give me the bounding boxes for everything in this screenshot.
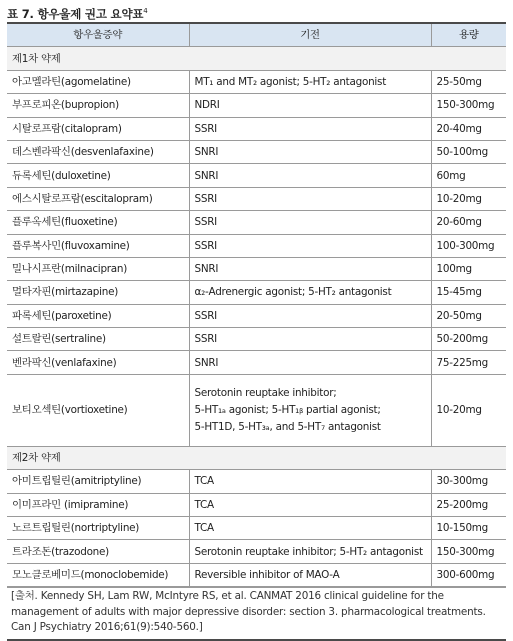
mechanism-cell: α₂-Adrenergic agonist; 5-HT₂ antagonist	[189, 281, 431, 304]
dose-cell: 25-200mg	[431, 493, 506, 516]
mechanism-line: Serotonin reuptake inhibitor;	[194, 386, 337, 399]
drug-name-cell: 부프로피온(bupropion)	[7, 94, 189, 117]
table-row	[7, 140, 506, 163]
drug-name-cell: 노르트립틸린(nortriptyline)	[7, 517, 189, 540]
table-row	[7, 211, 506, 234]
table-row	[7, 187, 506, 210]
caption-title: 표 7. 항우울제 권고 요약표	[7, 6, 144, 21]
section-second-line	[7, 446, 506, 469]
table-row	[7, 94, 506, 117]
mechanism-cell: SSRI	[189, 187, 431, 210]
mechanism-cell: TCA	[189, 493, 431, 516]
drug-name-cell: 데스벤라팍신(desvenlafaxine)	[7, 140, 189, 163]
mechanism-cell: TCA	[189, 517, 431, 540]
table-row	[7, 493, 506, 516]
dose-cell: 10-20mg	[431, 374, 506, 446]
section-first-line	[7, 47, 506, 70]
table-row	[7, 540, 506, 563]
mechanism-cell: SNRI	[189, 140, 431, 163]
dose-cell: 25-50mg	[431, 70, 506, 93]
table-body	[7, 24, 506, 587]
dose-cell: 50-200mg	[431, 328, 506, 351]
table-caption	[7, 0, 506, 22]
mechanism-cell: SSRI	[189, 117, 431, 140]
mechanism-cell: SSRI	[189, 211, 431, 234]
dose-cell: 150-300mg	[431, 94, 506, 117]
mechanism-cell: Serotonin reuptake inhibitor; 5-HT₂ antagonist	[189, 540, 431, 563]
dose-cell: 60mg	[431, 164, 506, 187]
drug-name-cell: 시탈로프람(citalopram)	[7, 117, 189, 140]
dose-cell: 75-225mg	[431, 351, 506, 374]
dose-cell: 100mg	[431, 257, 506, 280]
drug-name-cell: 아고멜라틴(agomelatine)	[7, 70, 189, 93]
table-row	[7, 117, 506, 140]
table-row	[7, 234, 506, 257]
mechanism-cell: Reversible inhibitor of MAO-A	[189, 563, 431, 586]
dose-cell: 300-600mg	[431, 563, 506, 586]
section-first-line-label: 제1차 약제	[7, 47, 506, 70]
mechanism-cell: SSRI	[189, 328, 431, 351]
drug-name-cell: 벤라팍신(venlafaxine)	[7, 351, 189, 374]
mechanism-cell	[189, 374, 431, 446]
drug-name-cell: 아미트립틸린(amitriptyline)	[7, 470, 189, 493]
table-row	[7, 563, 506, 586]
drug-name-cell: 설트랄린(sertraline)	[7, 328, 189, 351]
mechanism-cell: SSRI	[189, 304, 431, 327]
drug-name-cell: 플루옥세틴(fluoxetine)	[7, 211, 189, 234]
mechanism-cell: SNRI	[189, 164, 431, 187]
header-mechanism: 기전	[189, 24, 431, 47]
drug-name-cell: 트라조돈(trazodone)	[7, 540, 189, 563]
section-second-line-label: 제2차 약제	[7, 446, 506, 469]
mechanism-cell: MT₁ and MT₂ agonist; 5-HT₂ antagonist	[189, 70, 431, 93]
caption-reference: 4	[143, 7, 148, 15]
dose-cell: 20-60mg	[431, 211, 506, 234]
dose-cell: 10-150mg	[431, 517, 506, 540]
table-row	[7, 374, 506, 446]
mechanism-cell: SSRI	[189, 234, 431, 257]
drug-name-cell: 플루복사민(fluvoxamine)	[7, 234, 189, 257]
drug-name-cell: 밀나시프란(milnacipran)	[7, 257, 189, 280]
mechanism-line: 5-HT1D, 5-HT₃ₐ, and 5-HT₇ antagonist	[194, 420, 381, 433]
dose-cell: 50-100mg	[431, 140, 506, 163]
mechanism-cell: TCA	[189, 470, 431, 493]
drug-name-cell: 듀록세틴(duloxetine)	[7, 164, 189, 187]
dose-cell: 30-300mg	[431, 470, 506, 493]
dose-cell: 150-300mg	[431, 540, 506, 563]
dose-cell: 15-45mg	[431, 281, 506, 304]
header-row	[7, 24, 506, 47]
mechanism-line: 5-HT₁ₐ agonist; 5-HT₁ᵦ partial agonist;	[194, 403, 381, 416]
antidepressant-table	[7, 24, 506, 587]
dose-cell: 10-20mg	[431, 187, 506, 210]
mechanism-cell: SNRI	[189, 257, 431, 280]
drug-name-cell: 보티오섹틴(vortioxetine)	[7, 374, 189, 446]
table-row	[7, 470, 506, 493]
table-row	[7, 70, 506, 93]
table-row	[7, 328, 506, 351]
header-dose: 용량	[431, 24, 506, 47]
drug-name-cell: 파록세틴(paroxetine)	[7, 304, 189, 327]
dose-cell: 20-40mg	[431, 117, 506, 140]
source-citation: [출처. Kennedy SH, Lam RW, McIntyre RS, et al. CANMAT 2016 clinical guideline for the management of adults with major depressive disorder: section 3. pharmacological treatments. Can J Psychiatry 2016;61(9):540-560.]	[7, 587, 506, 641]
drug-name-cell: 이미프라민 (imipramine)	[7, 493, 189, 516]
table-row	[7, 517, 506, 540]
table-row	[7, 281, 506, 304]
mechanism-cell: SNRI	[189, 351, 431, 374]
document-page	[7, 0, 506, 641]
table-row	[7, 257, 506, 280]
header-drug: 항우울증약	[7, 24, 189, 47]
drug-name-cell: 에스시탈로프람(escitalopram)	[7, 187, 189, 210]
table-row	[7, 351, 506, 374]
dose-cell: 20-50mg	[431, 304, 506, 327]
table-row	[7, 164, 506, 187]
drug-name-cell: 멀타자핀(mirtazapine)	[7, 281, 189, 304]
drug-name-cell: 모노클로베미드(monoclobemide)	[7, 563, 189, 586]
table-row	[7, 304, 506, 327]
mechanism-cell: NDRI	[189, 94, 431, 117]
dose-cell: 100-300mg	[431, 234, 506, 257]
